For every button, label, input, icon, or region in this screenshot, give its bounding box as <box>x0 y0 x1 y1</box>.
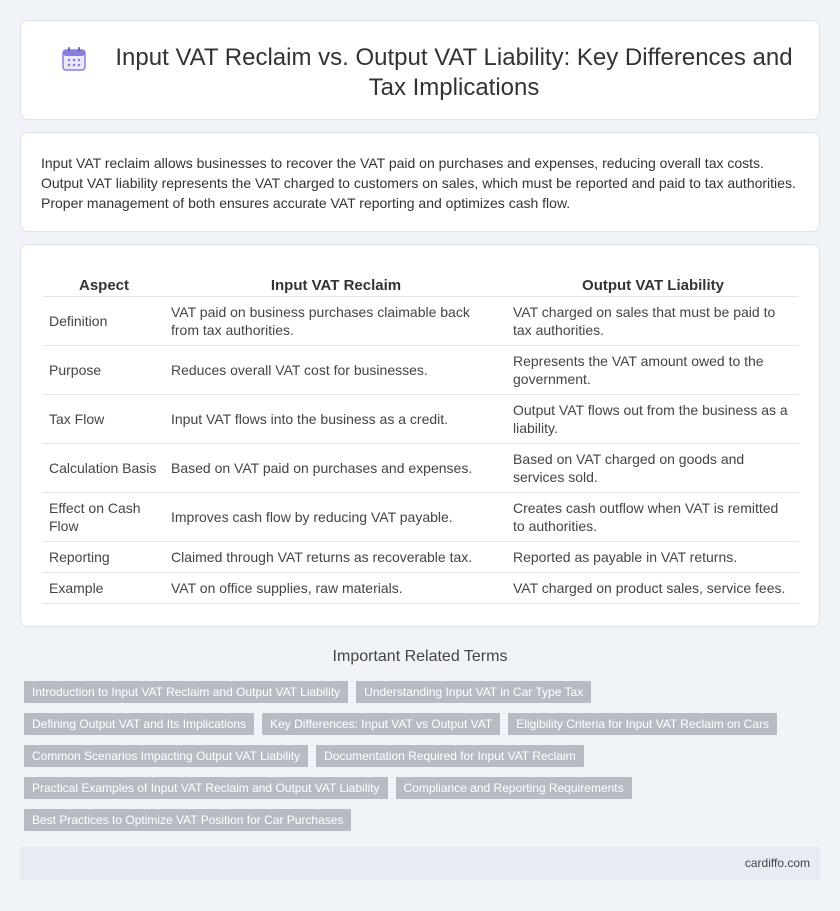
related-term-link[interactable]: Defining Output VAT and Its Implications <box>24 713 254 735</box>
table-row <box>43 444 799 493</box>
row-input: Claimed through VAT returns as recoverable tax. <box>165 542 507 573</box>
row-input: Improves cash flow by reducing VAT payable. <box>165 493 507 542</box>
tag-row <box>24 713 804 735</box>
table-row <box>43 493 799 542</box>
row-aspect: Example <box>43 573 165 604</box>
related-term-link[interactable]: Eligibility Criteria for Input VAT Reclaim on Cars <box>508 713 777 735</box>
row-input: VAT paid on business purchases claimable back from tax authorities. <box>165 297 507 346</box>
intro-text: Input VAT reclaim allows businesses to recover the VAT paid on purchases and expenses, reducing overall tax costs. Output VAT liability represents the VAT charged to customers on sales, which must be reported and paid to tax authorities. Proper management of both ensures accurate VAT reporting and optimizes cash flow. <box>41 155 796 211</box>
row-output: Creates cash outflow when VAT is remitted to authorities. <box>507 493 799 542</box>
comparison-table-card <box>20 244 820 627</box>
table-row <box>43 542 799 573</box>
related-term-link[interactable]: Introduction to Input VAT Reclaim and Output VAT Liability <box>24 681 348 703</box>
calendar-icon <box>61 46 87 72</box>
related-term-link[interactable]: Understanding Input VAT in Car Type Tax <box>356 681 591 703</box>
related-terms-list <box>24 681 804 841</box>
header-input-vat: Input VAT Reclaim <box>165 267 507 297</box>
related-term-link[interactable]: Documentation Required for Input VAT Reclaim <box>316 745 583 767</box>
footer-site-link[interactable]: cardiffo.com <box>744 856 810 870</box>
row-output: VAT charged on product sales, service fees. <box>507 573 799 604</box>
row-input: Input VAT flows into the business as a credit. <box>165 395 507 444</box>
row-output: Based on VAT charged on goods and services sold. <box>507 444 799 493</box>
row-input: Reduces overall VAT cost for businesses. <box>165 346 507 395</box>
related-term-link[interactable]: Best Practices to Optimize VAT Position for Car Purchases <box>24 809 351 831</box>
table-row <box>43 346 799 395</box>
table-row <box>43 395 799 444</box>
related-term-link[interactable]: Practical Examples of Input VAT Reclaim and Output VAT Liability <box>24 777 388 799</box>
tag-row <box>24 681 804 703</box>
intro-card <box>20 132 820 232</box>
row-input: Based on VAT paid on purchases and expenses. <box>165 444 507 493</box>
comparison-table <box>43 267 799 604</box>
table-row <box>43 573 799 604</box>
related-term-link[interactable]: Compliance and Reporting Requirements <box>396 777 632 799</box>
row-aspect: Reporting <box>43 542 165 573</box>
footer <box>20 847 820 880</box>
header-output-vat: Output VAT Liability <box>507 267 799 297</box>
tag-row <box>24 809 804 831</box>
row-output: VAT charged on sales that must be paid to tax authorities. <box>507 297 799 346</box>
related-term-link[interactable]: Common Scenarios Impacting Output VAT Liability <box>24 745 308 767</box>
page-title: Input VAT Reclaim vs. Output VAT Liability: Key Differences and Tax Implications <box>115 44 793 101</box>
tag-row <box>24 745 804 767</box>
row-aspect: Tax Flow <box>43 395 165 444</box>
row-output: Output VAT flows out from the business as a liability. <box>507 395 799 444</box>
row-output: Reported as payable in VAT returns. <box>507 542 799 573</box>
row-aspect: Effect on Cash Flow <box>43 493 165 542</box>
header-aspect: Aspect <box>43 267 165 297</box>
tag-row <box>24 777 804 799</box>
row-output: Represents the VAT amount owed to the government. <box>507 346 799 395</box>
related-term-link[interactable]: Key Differences: Input VAT vs Output VAT <box>262 713 500 735</box>
header-card <box>20 20 820 120</box>
row-aspect: Calculation Basis <box>43 444 165 493</box>
row-aspect: Purpose <box>43 346 165 395</box>
row-input: VAT on office supplies, raw materials. <box>165 573 507 604</box>
table-row <box>43 297 799 346</box>
related-terms-title: Important Related Terms <box>332 648 508 665</box>
row-aspect: Definition <box>43 297 165 346</box>
title-wrap <box>61 43 799 103</box>
table-header-row <box>43 267 799 297</box>
